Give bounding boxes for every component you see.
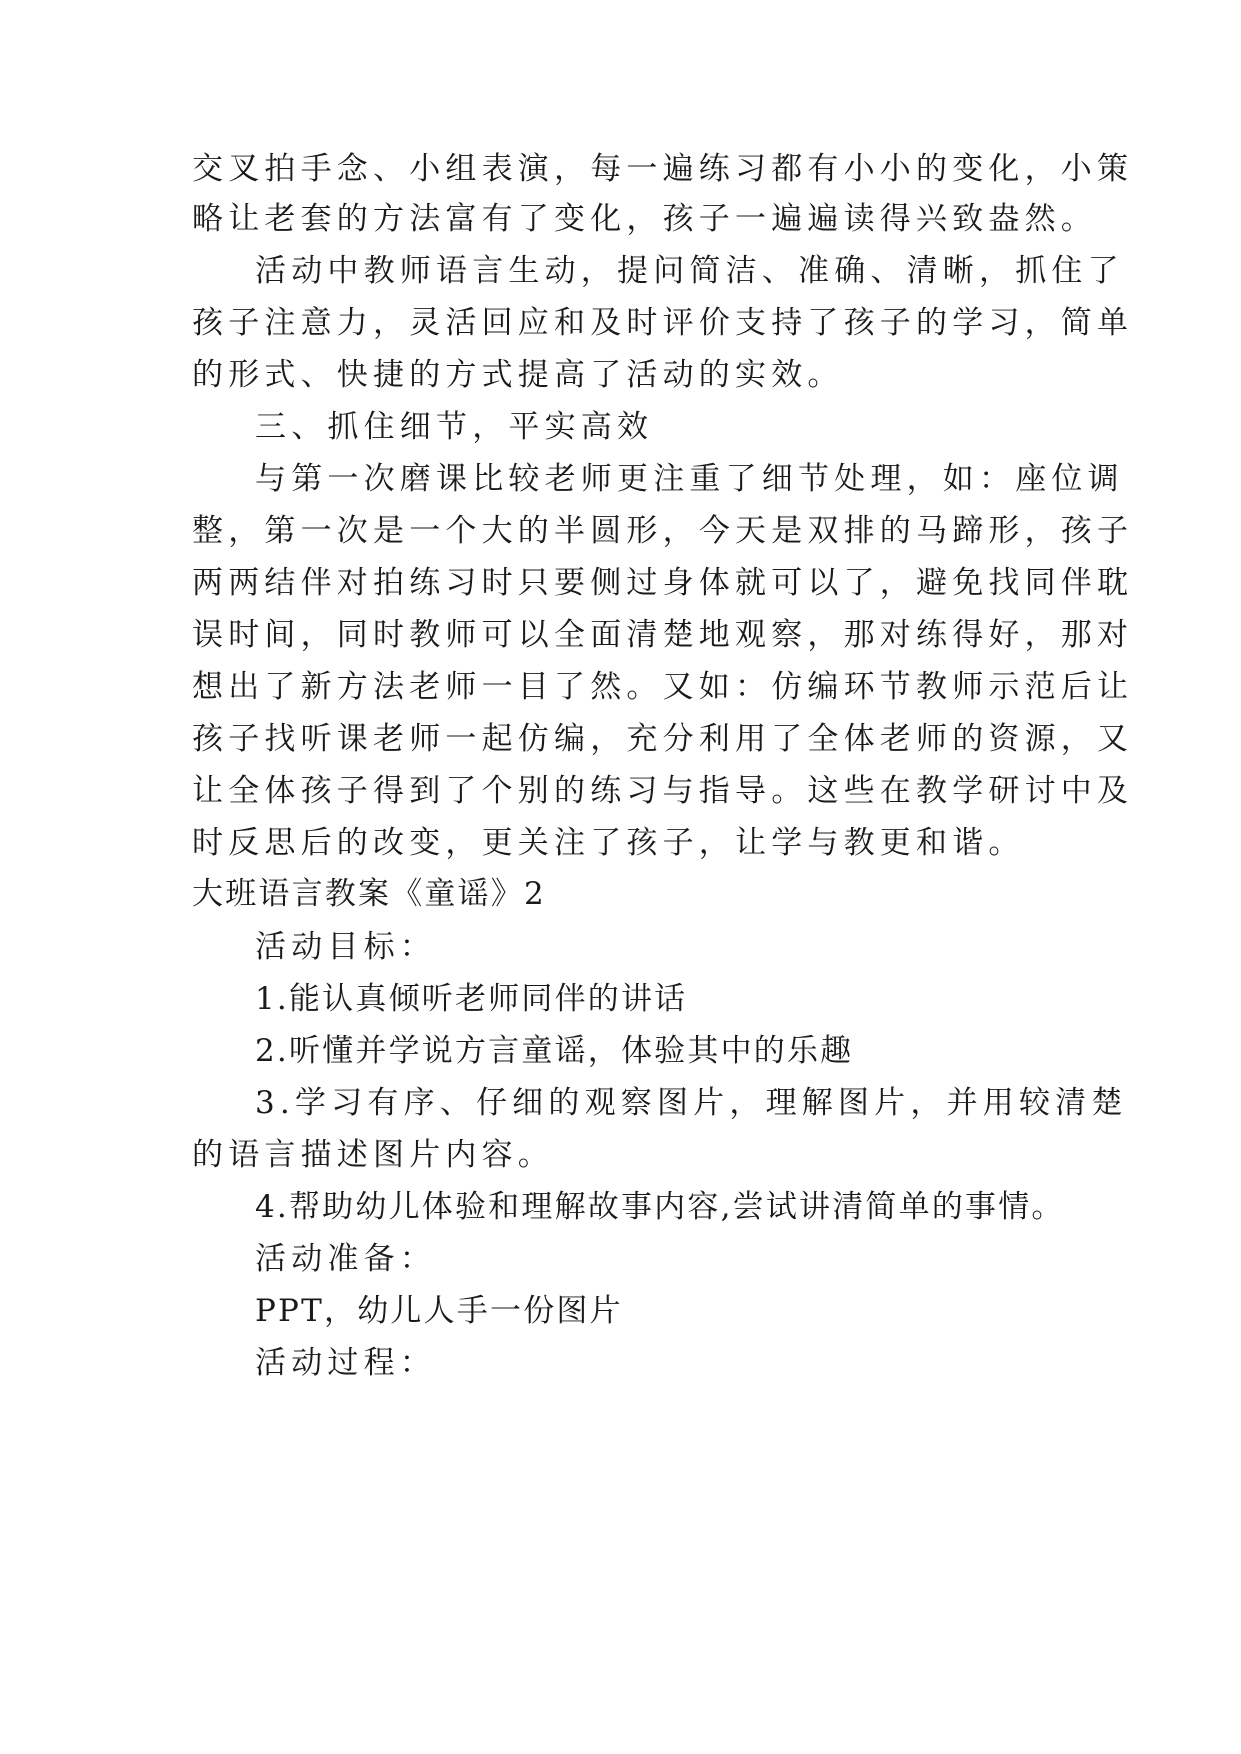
text-line: 孩子找听课老师一起仿编，充分利用了全体老师的资源，又 bbox=[192, 721, 1134, 757]
process-heading: 活动过程： bbox=[255, 1345, 436, 1381]
text-line: 误时间，同时教师可以全面清楚地观察，那对练得好，那对 bbox=[192, 617, 1134, 653]
goal-item: 3.学习有序、仔细的观察图片，理解图片，并用较清楚 bbox=[255, 1085, 1128, 1121]
text-line: 让全体孩子得到了个别的练习与指导。这些在教学研讨中及 bbox=[192, 773, 1134, 809]
text-line: 孩子注意力，灵活回应和及时评价支持了孩子的学习，简单 bbox=[192, 305, 1134, 341]
text-line: 交叉拍手念、小组表演，每一遍练习都有小小的变化，小策 bbox=[192, 151, 1134, 187]
goal-item: 4.帮助幼儿体验和理解故事内容,尝试讲清简单的事情。 bbox=[255, 1189, 1065, 1225]
text-line: 两两结伴对拍练习时只要侧过身体就可以了，避免找同伴耽 bbox=[192, 565, 1134, 601]
text-line: 整，第一次是一个大的半圆形，今天是双排的马蹄形，孩子 bbox=[192, 513, 1134, 549]
section-heading: 三、抓住细节，平实高效 bbox=[255, 409, 654, 445]
text-line: 与第一次磨课比较老师更注重了细节处理，如：座位调 bbox=[255, 461, 1124, 497]
goal-item-continuation: 的语言描述图片内容。 bbox=[192, 1137, 554, 1173]
goal-item: 1.能认真倾听老师同伴的讲话 bbox=[255, 981, 688, 1017]
text-line: 略让老套的方法富有了变化，孩子一遍遍读得兴致盎然。 bbox=[192, 201, 1097, 237]
prep-item: PPT，幼儿人手一份图片 bbox=[255, 1293, 623, 1329]
text-line: 时反思后的改变，更关注了孩子，让学与教更和谐。 bbox=[192, 825, 1025, 861]
prep-heading: 活动准备： bbox=[255, 1241, 436, 1277]
text-line: 活动中教师语言生动，提问简洁、准确、清晰，抓住了 bbox=[255, 253, 1124, 289]
lesson-title: 大班语言教案《童谣》2 bbox=[192, 876, 546, 912]
text-line: 想出了新方法老师一目了然。又如：仿编环节教师示范后让 bbox=[192, 669, 1134, 705]
text-line: 的形式、快捷的方式提高了活动的实效。 bbox=[192, 357, 844, 393]
goals-heading: 活动目标： bbox=[255, 929, 436, 965]
goal-item: 2.听懂并学说方言童谣，体验其中的乐趣 bbox=[255, 1033, 854, 1069]
